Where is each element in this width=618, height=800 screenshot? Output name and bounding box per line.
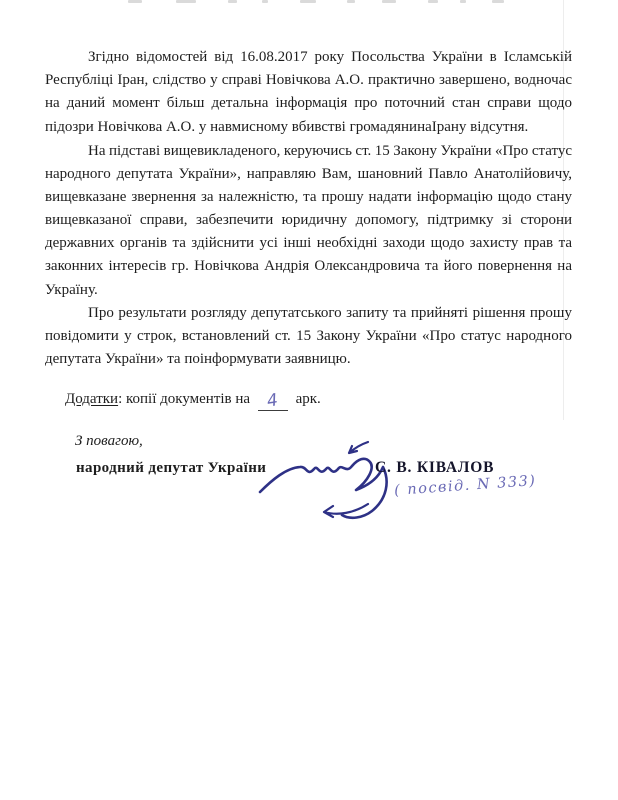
sheet-count-blank (258, 392, 288, 411)
scan-artifact-fragment (492, 0, 504, 3)
attachments-line (65, 388, 321, 410)
paragraph-text: депутата України» та поінформувати заявницю. (45, 350, 351, 367)
paragraph-text: народного депутата України», направляю Вам, шановний Павло Анатолійовичу, (45, 165, 572, 182)
attachments-suffix: арк. (295, 391, 321, 407)
paragraph-text: На підставі вищевикладеного, керуючись ст. 15 Закону України «Про статус (88, 142, 572, 159)
paragraph-3-line-2 (45, 325, 572, 348)
paragraph-1-line-4 (45, 116, 572, 139)
paragraph-2-line-7 (45, 279, 572, 302)
paragraph-1-line-2 (45, 69, 572, 92)
paragraph-text: підозри Новічкова А.О. у навмисному вбивстві громадянинаІрану відсутня. (45, 118, 529, 135)
scan-artifact-fragment (262, 0, 268, 3)
paragraph-2-line-6 (45, 255, 572, 278)
paragraph-2-line-5 (45, 232, 572, 255)
paragraph-2 (45, 140, 572, 302)
paragraph-text: законних інтересів гр. Новічкова Андрія Олександровича та його повернення на (45, 258, 572, 275)
signatory-position: народний депутат України (76, 460, 267, 476)
paragraph-text: Республіці Іран, слідство у справі Новічкова А.О. практично завершено, водночас (45, 72, 572, 89)
paragraph-3-line-1 (45, 302, 572, 325)
scan-artifact-fragment (128, 0, 142, 3)
paragraph-text: вищевказане звернення за належністю, та прошу надати інформацію щодо стану (45, 188, 572, 205)
scan-artifact-fragment (228, 0, 237, 3)
scan-artifact-fragment (460, 0, 466, 3)
handwritten-sheet-count: 4 (265, 390, 280, 412)
paragraph-text: на даний момент більш детальна інформація про поточний стан справи щодо (45, 95, 572, 112)
scan-artifact-fragment (300, 0, 316, 3)
scan-artifact-fragment (176, 0, 196, 3)
scan-artifact-fragment (347, 0, 355, 3)
attachments-text: : копії документів на (118, 391, 251, 407)
paragraph-3-line-3 (45, 348, 572, 371)
paragraph-2-line-3 (45, 186, 572, 209)
paragraph-1-line-1 (45, 46, 572, 69)
paragraph-text: Згідно відомостей від 16.08.2017 року Посольства України в Ісламській (88, 49, 572, 65)
scan-artifact-fragment (428, 0, 438, 3)
paragraph-text: Україну. (45, 281, 98, 298)
signatory-name: С. В. КІВАЛОВ (375, 459, 495, 476)
paragraph-text: повідомити у строк, встановлений ст. 15 Закону України «Про статус народного (45, 327, 572, 344)
attachments-label: Додатки (65, 391, 119, 407)
paragraph-3 (45, 302, 572, 372)
handwritten-credential-note: ( посвід. N 333) (393, 473, 537, 499)
paragraph-2-line-1 (45, 140, 572, 163)
signature-strokes (260, 442, 387, 518)
scan-artifact-fragment (382, 0, 396, 3)
paragraph-1 (45, 46, 572, 139)
paragraph-text: Про результати розгляду депутатського запиту та прийняті рішення прошу (88, 304, 572, 321)
paragraph-text: державних органів та здійснити усі інші необхідні заходи щодо захисту прав та (45, 235, 572, 252)
paragraph-1-line-3 (45, 92, 572, 115)
paragraph-text: вищевказаної справи, забезпечити юридичну допомогу, підтримку зі сторони (45, 212, 572, 229)
paragraph-2-line-2 (45, 163, 572, 186)
salutation: З повагою, (75, 433, 143, 449)
paragraph-2-line-4 (45, 209, 572, 232)
